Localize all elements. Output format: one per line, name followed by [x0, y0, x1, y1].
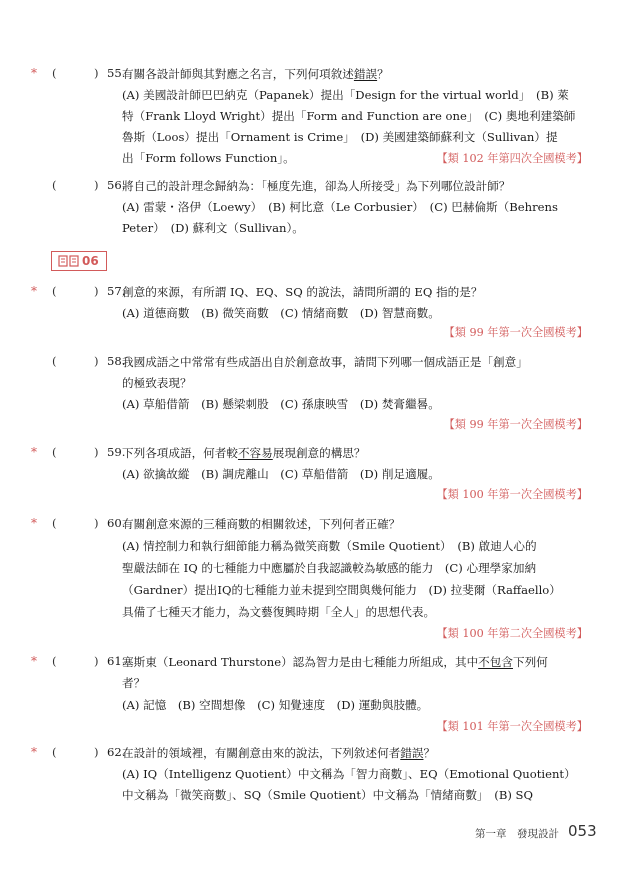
question-number: 56. [107, 178, 126, 192]
question-stem: 塞斯東（Leonard Thurstone）認為智力是由七種能力所組成，其中不包含下列何 [122, 655, 548, 669]
answer-paren-right: ) [94, 284, 99, 298]
option-line: (A) 記憶 (B) 空間想像 (C) 知覺速度 (D) 運動與肢體。 [122, 698, 429, 712]
question-number: 58. [107, 354, 126, 368]
answer-paren-left: ( [52, 516, 57, 530]
section-tag [51, 251, 107, 271]
question-number: 61. [107, 654, 126, 668]
question-stem: 下列各項成語，何者較不容易展現創意的構思？ [122, 446, 366, 460]
answer-paren-right: ) [94, 178, 99, 192]
question-stem: 有關各設計師與其對應之名言，下列何項敘述錯誤？ [122, 67, 389, 81]
answer-paren-right: ) [94, 654, 99, 668]
option-line: 特（Frank Lloyd Wright）提出「Form and Function are one」 (C) 奧地利建築師 [122, 109, 576, 123]
emphasis-underline: 錯誤 [400, 746, 424, 760]
exam-source: 【類 100 年第一次全國模考】 [436, 488, 588, 501]
answer-paren-right: ) [94, 516, 99, 530]
question-number: 55. [107, 66, 126, 80]
option-line: 魯斯（Loos）提出「Ornament is Crime」 (D) 美國建築師蘇利文（Sullivan）提 [122, 130, 558, 144]
question-stem: 創意的來源，有所謂 IQ、EQ、SQ 的說法，請問所謂的 EQ 指的是？ [122, 285, 483, 299]
emphasis-underline: 不容易 [237, 446, 273, 460]
question-number: 59. [107, 445, 126, 459]
answer-paren-right: ) [94, 354, 99, 368]
answer-paren-left: ( [52, 178, 57, 192]
answer-paren-left: ( [52, 284, 57, 298]
exam-source: 【類 100 年第二次全國模考】 [436, 627, 588, 640]
option-line: 出「Form follows Function」。 [122, 151, 295, 165]
important-star-icon: * [31, 66, 37, 80]
option-line: (A) 道德商數 (B) 微笑商數 (C) 情緒商數 (D) 智慧商數。 [122, 306, 440, 320]
answer-paren-left: ( [52, 654, 57, 668]
emphasis-underline: 錯誤 [353, 67, 378, 81]
exam-source: 【類 99 年第一次全國模考】 [443, 418, 588, 431]
question-stem: 在設計的領域裡，有關創意由來的說法，下列敘述何者錯誤？ [122, 746, 436, 760]
chapter-title: 第一章 發現設計 [475, 828, 559, 840]
exam-source: 【類 99 年第一次全國模考】 [443, 326, 588, 339]
option-line: Peter） (D) 蘇利文（Sullivan）。 [122, 221, 304, 235]
option-line: 聖嚴法師在 IQ 的七種能力中應屬於自我認識較為敏感的能力 (C) 心理學家加納 [122, 561, 537, 575]
question-number: 62. [107, 745, 126, 759]
question-stem: 我國成語之中常常有些成語出自於創意故事，請問下列哪一個成語正是「創意」 [122, 355, 528, 369]
answer-paren-left: ( [52, 745, 57, 759]
answer-paren-left: ( [52, 354, 57, 368]
option-line: (A) IQ（Intelligenz Quotient）中文稱為「智力商數」、EQ（Emotional Quotient） [122, 767, 576, 781]
question-number: 57. [107, 284, 126, 298]
pencil-book-icon [58, 255, 80, 267]
answer-paren-right: ) [94, 745, 99, 759]
question-stem: 將自己的設計理念歸納為：「極度先進，卻為人所接受」為下列哪位設計師？ [122, 179, 511, 193]
option-line: (A) 雷蒙・洛伊（Loewy） (B) 柯比意（Le Corbusier） (C) 巴赫倫斯（Behrens [122, 200, 558, 214]
option-line: 的極致表現？ [122, 376, 192, 390]
important-star-icon: * [31, 516, 37, 530]
option-line: （Gardner）提出IQ的七種能力並未提到空間與幾何能力 (D) 拉斐爾（Raffaello） [122, 583, 561, 597]
exam-source: 【類 102 年第四次全國模考】 [436, 152, 588, 165]
important-star-icon: * [31, 654, 37, 668]
answer-paren-right: ) [94, 66, 99, 80]
question-number: 60. [107, 516, 126, 530]
option-line: (A) 情控制力和執行細節能力稱為微笑商數（Smile Quotient） (B) 啟迪人心的 [122, 539, 537, 553]
option-line: 者？ [122, 676, 146, 690]
answer-paren-left: ( [52, 66, 57, 80]
important-star-icon: * [31, 284, 37, 298]
option-line: (A) 草船借箭 (B) 懸梁刺股 (C) 孫康映雪 (D) 焚膏繼晷。 [122, 397, 440, 411]
section-number: 06 [82, 254, 99, 268]
exam-source: 【類 101 年第一次全國模考】 [436, 720, 588, 733]
option-line: (A) 美國設計師巴巴納克（Papanek）提出「Design for the virtual world」 (B) 萊 [122, 88, 569, 102]
question-stem: 有關創意來源的三種商數的相關敘述，下列何者正確？ [122, 517, 401, 531]
answer-paren-right: ) [94, 445, 99, 459]
option-line: 中文稱為「微笑商數」、SQ（Smile Quotient）中文稱為「情緒商數」 (B) SQ [122, 788, 534, 802]
important-star-icon: * [31, 745, 37, 759]
option-line: (A) 欲擒故縱 (B) 調虎離山 (C) 草船借箭 (D) 削足適履。 [122, 467, 440, 481]
answer-paren-left: ( [52, 445, 57, 459]
option-line: 具備了七種天才能力，為文藝復興時期「全人」的思想代表。 [122, 605, 436, 619]
important-star-icon: * [31, 445, 37, 459]
emphasis-underline: 不包含 [478, 655, 513, 669]
page-number: 053 [568, 822, 597, 840]
